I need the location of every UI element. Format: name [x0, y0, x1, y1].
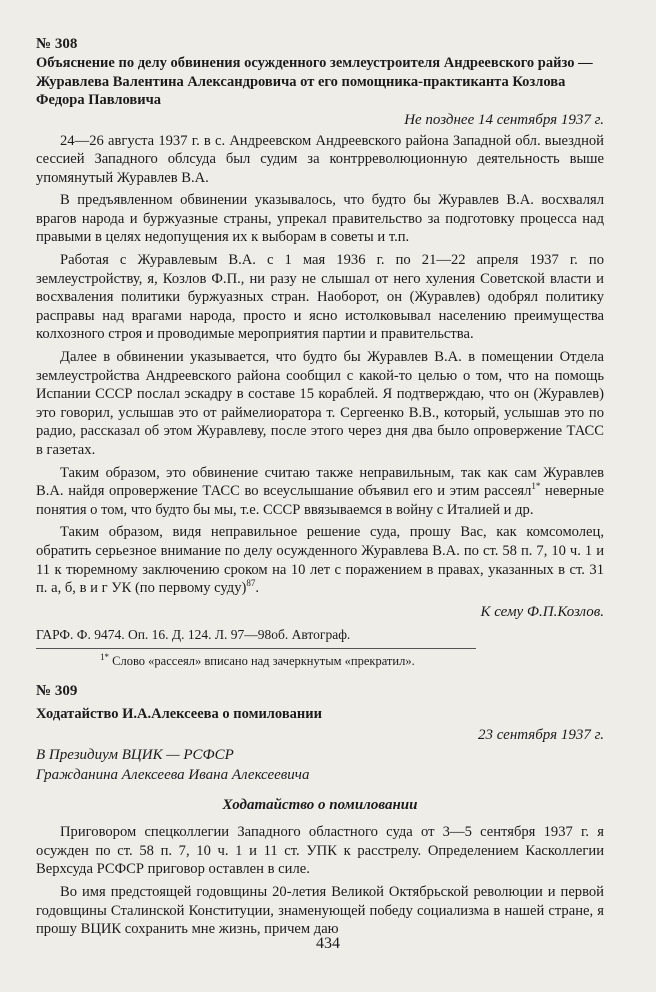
footnote-text: Слово «рассеял» вписано над зачеркнутым «прекратил».	[109, 653, 415, 668]
paragraph-text: .	[255, 580, 260, 597]
paragraph-text: Таким образом, видя неправильное решение суда, прошу Вас, как комсомолец, обратить серьезное внимание по делу осужденного Журавлева В.А. по ст. 58 п. 7, 10 ч. 1 и 11 к тюремному заключению сроком на 10 лет с поражением в правах, указанных в ст. 31 п. а, б, в и г УК (по первому суду)	[36, 524, 604, 597]
document-number: № 309	[36, 682, 78, 699]
paragraph: 24—26 августа 1937 г. в с. Андреевском Андреевского района Западной обл. выездной сессией Западного облсуда был судим за контрреволюционную деятельность выше упомянутый Журавлев В.А.	[36, 132, 604, 186]
paragraph: Работая с Журавлевым В.А. с 1 мая 1936 г. по 21—22 апреля 1937 г. по землеустройству, я, Козлов Ф.П., ни разу не слышал от него хуления Советской власти и восхваления политики буржуазных стран. Наоборот, он (Журавлев) одобрял политику расправы над врагами народа, просто и ясно истолковывал населению преимущества колхозного строя и проводимые мероприятия партии и правительства.	[36, 252, 604, 343]
paragraph: Приговором спецколлегии Западного областного суда от 3—5 сентября 1937 г. я осужден по ст. 58 п. 7, 10 ч. 1 и 11 ст. УПК к расстрелу. Определением Касколлегии Верхсуда РСФСР приговор оставлен в силе.	[36, 824, 604, 878]
document-date: 23 сентября 1937 г.	[477, 727, 604, 744]
paragraph: Далее в обвинении указывается, что будто бы Журавлев В.А. в помещении Отдела землеустройства Андреевского района сообщил с какой-то целью о том, что на помощь Испании СССР послал эскадру в составе 15 кораблей. Я подтверждаю, что он (Журавлев) это говорил, услышав это от раймелиоратора т. Сергеенко В.В., который, услышав это по радио, рассказал об этом Журавлеву, после этого через дня два было опровержение ТАСС в газетах.	[36, 349, 604, 458]
paragraph	[36, 464, 604, 520]
paragraph-text: неверные понятия о том, что будто бы мы, т.е. СССР ввязываемся в войну с Италией и др.	[36, 483, 604, 518]
signature: К сему Ф.П.Козлов.	[480, 603, 604, 620]
paragraph: В предъявленном обвинении указывалось, что будто бы Журавлев В.А. восхвалял врагов народа и буржуазные страны, упрекал правительство за подготовку процесса над правыми в целях недопущения их к выборам в советы и т.п.	[36, 192, 604, 246]
document-date: Не позднее 14 сентября 1937 г.	[404, 111, 604, 128]
paragraph: Во имя предстоящей годовщины 20-летия Великой Октябрьской революции и первой годовщины Сталинской Конституции, знаменующей победу социализма в нашей стране, я прошу ВЦИК сохранить мне жизнь, причем даю	[36, 884, 604, 938]
document-number: № 308	[36, 36, 78, 52]
footnote-marker: 1*	[100, 651, 109, 662]
archive-source: ГАРФ. Ф. 9474. Оп. 16. Д. 124. Л. 97—98об. Автограф.	[36, 626, 476, 649]
paragraph-text: Таким образом, это обвинение считаю также неправильным, так как сам Журавлев В.А. найдя опровержение ТАСС во всеуслышание объявил его и этим рассеял	[36, 464, 604, 500]
endnote-marker: 87	[246, 578, 256, 589]
document-title: Ходатайство И.А.Алексеева о помиловании	[36, 705, 322, 722]
page-number: 434	[316, 935, 340, 952]
document-309	[36, 681, 604, 939]
document-308	[36, 34, 604, 669]
document-title: Объяснение по делу обвинения осужденного землеустроителя Андреевского райзо — Журавлева Валентина Александровича от его помощника-практиканта Козлова Федора Павловича	[36, 55, 593, 108]
footnote	[100, 653, 604, 669]
sender: Гражданина Алексеева Ивана Алексеевича	[36, 767, 310, 784]
document-page	[36, 34, 604, 943]
paragraph	[36, 523, 604, 597]
footnote-marker: 1*	[531, 481, 541, 492]
addressee: В Президиум ВЦИК — РСФСР	[36, 747, 234, 764]
section-heading: Ходатайство о помиловании	[222, 797, 418, 814]
